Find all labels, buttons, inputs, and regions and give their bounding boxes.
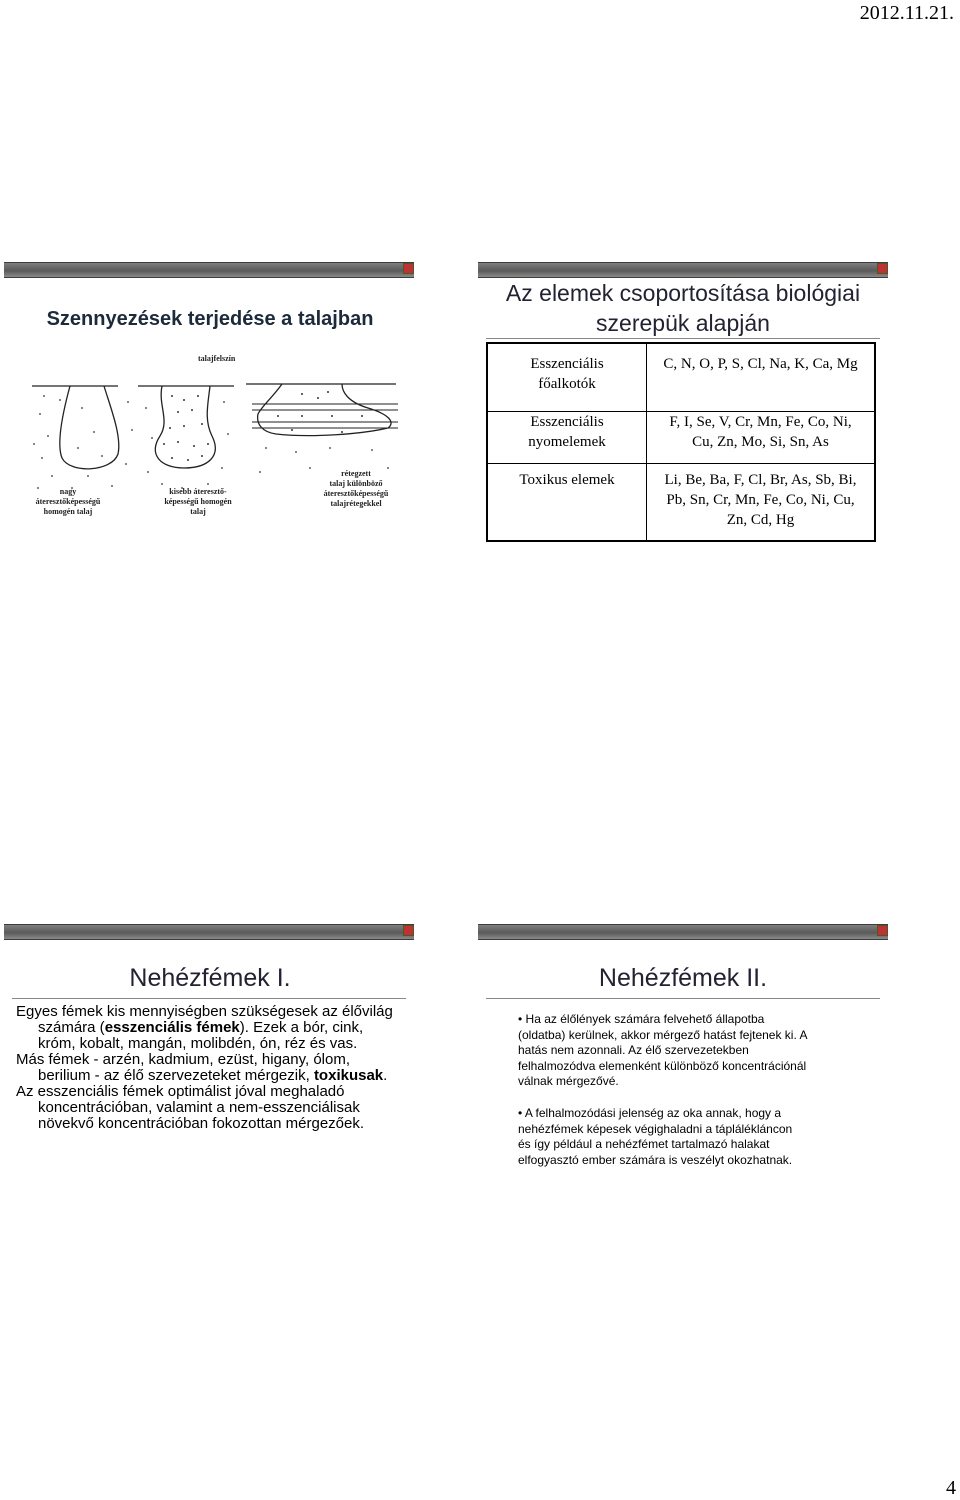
bullet-item: • Ha az élőlények számára felvehető állapotba (oldatba) kerülnek, akkor mérgező hatást fejtenek ki. A hatás nem azonnali. Az élő szervezetekben felhalmozódva elemenként különböző koncentrációnál válnak mérgezővé.: [518, 1012, 807, 1089]
title-divider: [12, 998, 406, 999]
slide-soil-pollution: [4, 262, 416, 552]
slide-title: Nehézfémek I.: [129, 964, 291, 992]
header-bar-accent: [403, 263, 414, 274]
label-high-permeability-2: áteresztőképességű: [35, 497, 101, 506]
table-row: [487, 343, 875, 411]
soil-infiltration-diagram: [12, 348, 404, 544]
label-high-permeability-3: homogén talaj: [43, 507, 93, 516]
label-layered-1: rétegzett: [341, 469, 371, 478]
paragraph-essential: Egyes fémek kis mennyiségben szükségesek az élővilág számára (esszenciális fémek). Ezek a bór, cink, króm, kobalt, mangán, molibdén, ón, réz és vas.: [16, 1003, 393, 1052]
title-divider: [486, 998, 880, 999]
slide-title: Nehézfémek II.: [598, 964, 768, 992]
elements-cell: C, N, O, P, S, Cl, Na, K, Ca, Mg: [647, 343, 876, 411]
label-layered-3: áteresztőképességű: [323, 489, 389, 498]
label-low-permeability-3: talaj: [190, 507, 206, 516]
label-layered-2: talaj különböző: [329, 479, 383, 488]
bullet-item: • A felhalmozódási jelenség az oka annak, hogy a nehézfémek képesek végighaladni a táplálékláncon és így például a nehézfémet tartalmazó halakat elfogyasztó ember számára is veszélyt okozhatnak.: [518, 1105, 793, 1167]
slide-body: [16, 1004, 402, 1132]
slide-body: [518, 1012, 808, 1184]
label-high-permeability-1: nagy: [59, 487, 77, 496]
slide-header-bar: [4, 924, 414, 940]
table-row: [487, 411, 875, 463]
slide-heavy-metals-2: [478, 924, 890, 1214]
slide-title-line1: Az elemek csoportosítása biológiai: [505, 280, 861, 306]
header-bar-accent: [877, 925, 888, 936]
title-divider: [486, 338, 880, 339]
elements-cell: F, I, Se, V, Cr, Mn, Fe, Co, Ni, Cu, Zn, Mo, Si, Sn, As: [647, 411, 876, 463]
slide-element-groups: [478, 262, 890, 552]
slide-title-line2: szerepük alapján: [596, 310, 770, 336]
slide-heavy-metals-1: [4, 924, 416, 1214]
slide-title: Szennyezések terjedése a talajban: [46, 308, 374, 330]
element-groups-table: [486, 342, 876, 542]
header-bar-accent: [877, 263, 888, 274]
table-row: [487, 463, 875, 541]
category-cell: Esszenciális főalkotók: [487, 343, 647, 411]
header-date: 2012.11.21.: [859, 2, 954, 24]
label-low-permeability-1: kisebb áteresztő-: [169, 487, 227, 496]
label-layered-4: talajrétegekkel: [330, 499, 382, 508]
slide-title: [478, 278, 888, 338]
category-cell: Toxikus elemek: [487, 463, 647, 541]
slide-header-bar: [478, 262, 888, 278]
category-cell: Esszenciális nyomelemek: [487, 411, 647, 463]
paragraph-toxic: Más fémek - arzén, kadmium, ezüst, higany, ólom, berilium - az élő szervezeteket mérgezik, toxikusak.: [16, 1051, 388, 1084]
bullet-icon: •: [518, 1012, 526, 1026]
label-low-permeability-2: képességű homogén: [164, 497, 232, 506]
elements-cell: Li, Be, Ba, F, Cl, Br, As, Sb, Bi, Pb, Sn, Cr, Mn, Fe, Co, Ni, Cu, Zn, Cd, Hg: [647, 463, 876, 541]
slide-header-bar: [4, 262, 414, 278]
slide-header-bar: [478, 924, 888, 940]
header-bar-accent: [403, 925, 414, 936]
paragraph-concentration: Az esszenciális fémek optimálist jóval meghaladó koncentrációban, valamint a nem-esszenciálisak növekvő koncentrációban fokozottan mérgezőek.: [16, 1083, 365, 1132]
surface-label: talajfelszín: [198, 354, 236, 363]
page-number: 4: [946, 1477, 956, 1499]
bullet-icon: •: [518, 1105, 525, 1120]
